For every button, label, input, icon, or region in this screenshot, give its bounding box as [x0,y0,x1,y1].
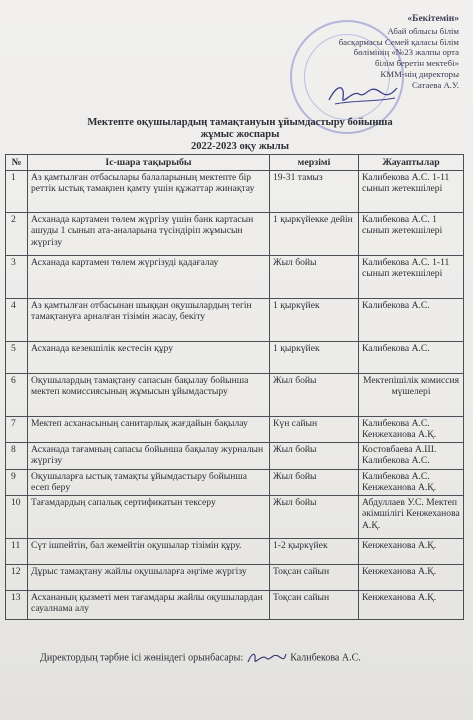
table-row [6,342,464,374]
responsible-cell: Калибекова А.С. 1-11 сынып жетекшілері [359,256,464,299]
approval-line: Сатаева А.У. [412,79,459,90]
event-cell: Дұрыс тамақтану жайлы оқушыларға әңгіме жүргізу [28,565,270,591]
table-row [6,171,464,213]
column-header: № [6,155,28,171]
event-cell: Асхананың қызметі мен тағамдары жайлы оқушылардан сауалнама алу [28,591,270,620]
event-cell: Аз қамтылған отбасылары балаларының мектепте бір реттік ыстық тамақпен қамту үшін құжаттар жинақтау [28,171,270,213]
table-row [6,496,464,539]
responsible-cell: Калибекова А.С. 1 сынып жетекшілері [359,213,464,256]
row-number: 3 [6,256,28,299]
term-cell: Жыл бойы [270,443,359,470]
row-number: 10 [6,496,28,539]
term-cell: 1 қыркүйек [270,299,359,342]
row-number: 8 [6,443,28,470]
row-number: 12 [6,565,28,591]
director-signature [325,80,400,108]
approval-line: Абай облысы білім [387,25,459,36]
event-cell: Мектеп асханасының санитарлық жағдайын бақылау [28,417,270,443]
responsible-cell: Мектепішілік комиссия мүшелері [359,374,464,417]
responsible-cell: Абдуллаев У.С. Мектеп әкімшілігі Кенжеханова А.Қ. [359,496,464,539]
term-cell: 1 қыркүйекке дейін [270,213,359,256]
term-cell: Тоқсан сайын [270,565,359,591]
event-cell: Асханада тағамның сапасы бойынша бақылау журналын жүргізу [28,443,270,470]
term-cell: Жыл бойы [270,374,359,417]
document-title-line: жұмыс жоспары [200,129,280,141]
term-cell: Жыл бойы [270,470,359,496]
table-row [6,443,464,470]
column-header: Іс-шара тақырыбы [28,155,270,171]
plan-table [5,154,464,620]
deputy-position: Директордың тәрбие ісі жөніндегі орынбасары: [40,652,244,664]
event-cell: Сүт ішпейтін, бал жемейтін оқушылар тізімін құру. [28,539,270,565]
responsible-cell: Костовбаева А.Ш. Калибекова А.С. [359,443,464,470]
table-row [6,299,464,342]
event-cell: Оқушыларға ыстық тамақты ұйымдастыру бойынша есеп беру [28,470,270,496]
footer-signature-line [40,650,460,666]
approval-line: білім беретін мектебі» [375,58,459,69]
row-number: 13 [6,591,28,620]
table-row [6,213,464,256]
approval-title: «Бекітемін» [407,14,459,24]
approval-line: КММ-нің директоры [380,68,459,79]
term-cell: Күн сайын [270,417,359,443]
responsible-cell: Калибекова А.С. Кенжеханова А.Қ. [359,470,464,496]
event-cell: Асханада картамен төлем жүргізуді қадағалау [28,256,270,299]
table-row [6,374,464,417]
table-row [6,565,464,591]
term-cell: Тоқсан сайын [270,591,359,620]
column-header: Жауаптылар [359,155,464,171]
approval-line: басқармасы Семей қаласы білім [338,36,459,47]
event-cell: Асханада картамен төлем жүргізу үшін банк картасын ашуды 1 сынып ата-аналарына түсіндіріп жұмысын жүргізу [28,213,270,256]
deputy-name: Калибекова А.С. [290,652,361,664]
row-number: 2 [6,213,28,256]
event-cell: Оқушылардың тамақтану сапасын бақылау бойынша мектеп комиссиясының жұмысын ұйымдастыру [28,374,270,417]
column-header: мерзімі [270,155,359,171]
term-cell: 19-31 тамыз [270,171,359,213]
document-title [40,117,440,154]
table-row [6,470,464,496]
approval-line: бөлімінің «№23 жалпы орта [353,47,459,58]
responsible-cell: Калибекова А.С. 1-11 сынып жетекшілері [359,171,464,213]
term-cell: 1-2 қыркүйек [270,539,359,565]
responsible-cell: Кенжеханова А.Қ. [359,591,464,620]
table-row [6,417,464,443]
responsible-cell: Кенжеханова А.Қ. [359,539,464,565]
row-number: 7 [6,417,28,443]
responsible-cell: Кенжеханова А.Қ. [359,565,464,591]
row-number: 11 [6,539,28,565]
row-number: 4 [6,299,28,342]
term-cell: Жыл бойы [270,496,359,539]
event-cell: Аз қамтылған отбасынан шыққан оқушылардың тегін тамақтануға арналған тізімін жасау, бекіту [28,299,270,342]
table-row [6,539,464,565]
responsible-cell: Калибекова А.С. Кенжеханова А.Қ. [359,417,464,443]
table-header-row [6,155,464,171]
responsible-cell: Калибекова А.С. [359,342,464,374]
responsible-cell: Калибекова А.С. [359,299,464,342]
term-cell: Жыл бойы [270,256,359,299]
row-number: 1 [6,171,28,213]
table-row [6,591,464,620]
row-number: 9 [6,470,28,496]
row-number: 5 [6,342,28,374]
deputy-signature [246,650,288,666]
event-cell: Тағамдардың сапалық сертификатын тексеру [28,496,270,539]
document-title-line: Мектепте оқушылардың тамақтануын ұйымдастыру бойынша [87,117,393,128]
document-year-line: 2022-2023 оқу жылы [190,141,290,153]
term-cell: 1 қыркүйек [270,342,359,374]
table-row [6,256,464,299]
event-cell: Асханада кезекшілік кестесін құру [28,342,270,374]
row-number: 6 [6,374,28,417]
